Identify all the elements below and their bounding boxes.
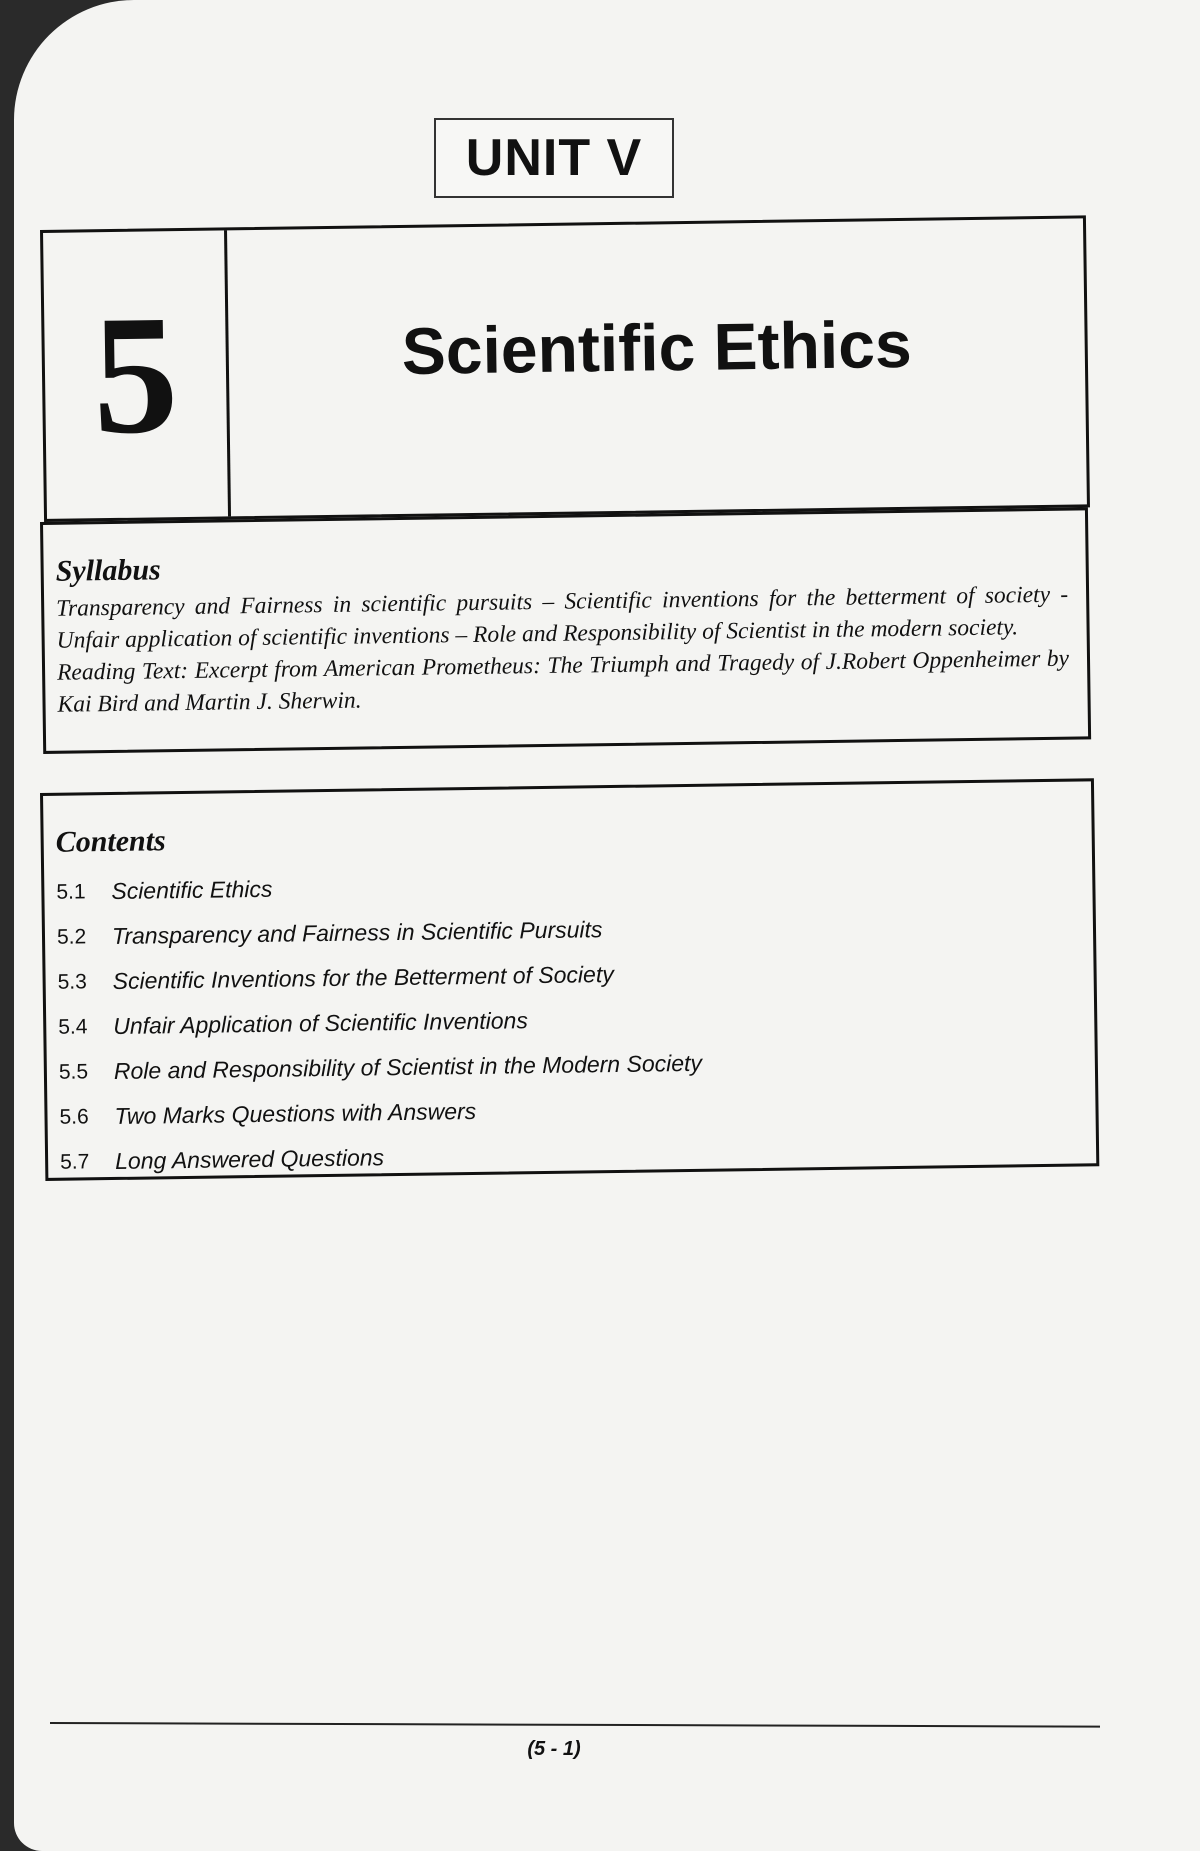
page-number: (5 - 1) (527, 1738, 581, 1760)
contents-item-title: Scientific Inventions for the Betterment of Society (112, 961, 614, 995)
contents-item-number: 5.2 (56, 924, 87, 949)
contents-item-number: 5.1 (56, 879, 86, 904)
footer-divider (50, 1722, 1100, 1728)
contents-item-title: Role and Responsibility of Scientist in the Modern Society (113, 1049, 703, 1084)
chapter-number: 5 (43, 230, 231, 519)
contents-item-title: Scientific Ethics (111, 875, 273, 905)
contents-item-number: 5.4 (58, 1014, 88, 1039)
contents-item-title: Long Answered Questions (114, 1144, 385, 1174)
reading-text: Reading Text: Excerpt from American Prometheus: The Triumph and Tragedy of J.Robert Oppenheimer by Kai Bird and Martin J. Sherwin. (56, 645, 1070, 718)
chapter-header (40, 215, 1090, 522)
contents-item-title: Transparency and Fairness in Scientific Pursuits (111, 916, 603, 950)
contents-heading: Contents (55, 824, 166, 859)
syllabus-heading: Syllabus (55, 553, 161, 588)
contents-item-number: 5.6 (59, 1104, 89, 1129)
syllabus-body: Transparency and Fairness in scientific pursuits – Scientific inventions for the betterment of society - Unfair application of scientific inventions – Role and Responsibility of Scientist in the modern society. (56, 581, 1069, 654)
contents-item-number: 5.7 (59, 1149, 90, 1174)
contents-item-title: Two Marks Questions with Answers (114, 1097, 477, 1129)
unit-label: UNIT V (434, 118, 674, 198)
contents-item-title: Unfair Application of Scientific Inventions (113, 1007, 529, 1039)
contents-section (40, 778, 1099, 1181)
contents-item-number: 5.3 (57, 969, 87, 994)
contents-list (56, 856, 1076, 1185)
contents-item-number: 5.5 (58, 1059, 89, 1084)
book-page (14, 0, 1200, 1851)
syllabus-section (40, 507, 1091, 754)
chapter-title: Scientific Ethics (401, 306, 913, 388)
